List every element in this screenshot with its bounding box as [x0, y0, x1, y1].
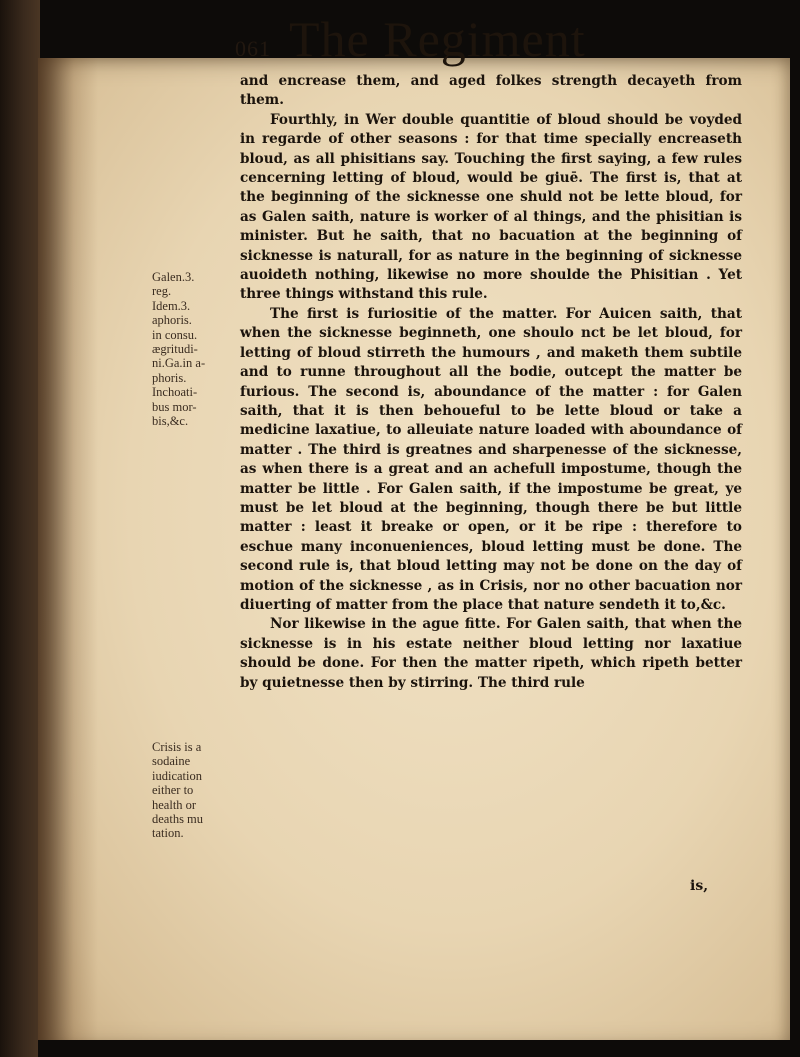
margin-note-line: phoris.	[152, 370, 187, 385]
margin-note-line: iudication	[152, 768, 202, 783]
book-spine-shadow	[0, 0, 40, 1057]
margin-note-line: ni.Ga.in a-	[152, 356, 206, 371]
margin-note-crisis	[152, 740, 240, 841]
page-gutter	[38, 58, 98, 1050]
margin-note-line: Galen.3.	[152, 270, 195, 284]
paragraph: Nor likewise in the ague fitte. For Galen saith, that when the sicknesse is in his estate neither bloud letting nor laxatiue should be done. For then the matter ripeth, which ripeth better by quietnesse then by stirring. The third rule	[240, 616, 742, 691]
margin-note-line: either to	[152, 783, 194, 798]
margin-note-line: Idem.3.	[152, 298, 191, 313]
margin-note-galen	[152, 270, 240, 428]
margin-note-line: in consu.	[152, 327, 198, 342]
margin-note-line: bus mor-	[152, 399, 197, 414]
paragraph: and encrease them, and aged folkes strength decayeth from them.	[240, 73, 742, 109]
catchword: is,	[690, 878, 709, 894]
paragraph: Fourthly, in Wer double quantitie of bloud should be voyded in regarde of other seasons : for that time specially encreaseth bloud, as all phisitians say. Touching the first saying, a few rules cencerning letting of bloud, would be giuē. The first is, that at the beginning of the sicknesse one shuld not be lette bloud, for as Galen saith, nature is worker of al things, and the phisitian is minister. But he saith, that no bacuation at the beginning of sicknesse is naturall, for as nature in the beginning of sicknesse auoideth nothing, likewise no more shoulde the Phisitian . Yet three things withstand this rule.	[240, 111, 742, 303]
paragraph: The first is furiositie of the matter. For Auicen saith, that when the sicknesse beginneth, one shoulo nct be let bloud, for letting of bloud stirreth the humours , and maketh them subtile and to runne throughout all the bodie, outcept the matter be furious. The second is, aboundance of the matter : for Galen saith, that it is then behoueful to be lette bloud or take a medicine laxatiue, to alleuiate nature loaded with aboundance of matter . The third is greatnes and sharpenesse of the sicknesse, as when there is a great and an achefull impostume, though the matter be little . For Galen saith, if the impostume be great, ye must be let bloud at the beginning, though there be but little matter : least it breake or open, or it be ripe : therefore to eschue many inconueniences, bloud letting must be done. The second rule is, that bloud letting may not be done on the day of motion of the sicknesse , as in Crisis, nor no other bacuation nor diuerting of matter from the place that nature sendeth it to,&c.	[240, 305, 742, 613]
page-header	[235, 10, 586, 68]
margin-note-line: tation.	[152, 826, 184, 841]
margin-note-line: Crisis is a	[152, 740, 202, 754]
page-number: 061	[235, 36, 271, 61]
margin-note-line: deaths mu	[152, 812, 204, 827]
running-title: The Regiment	[289, 11, 586, 67]
margin-note-line: aphoris.	[152, 313, 192, 328]
margin-note-line: bis,&c.	[152, 414, 189, 429]
margin-note-line: Inchoati-	[152, 385, 198, 400]
margin-note-line: health or	[152, 797, 197, 812]
margin-note-line: ægritudi-	[152, 342, 198, 357]
page-bottom-edge	[38, 1040, 790, 1057]
margin-note-line: sodaine	[152, 754, 191, 769]
margin-note-line: reg.	[152, 284, 172, 299]
body-text	[240, 72, 742, 693]
